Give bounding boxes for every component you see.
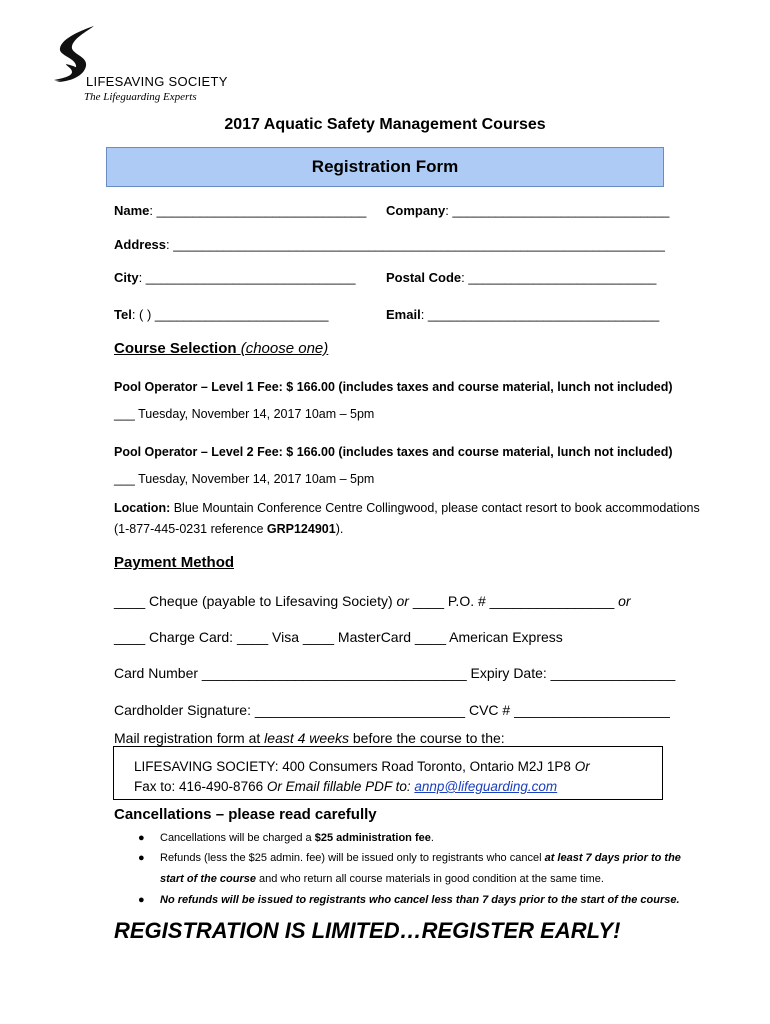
course-selection-heading: Course Selection (choose one) (114, 340, 329, 357)
postal-code-field[interactable]: Postal Code: __________________________ (386, 270, 657, 285)
course-level2-date-checkbox[interactable]: ___ Tuesday, November 14, 2017 10am – 5pm (114, 472, 375, 486)
cancellation-bullet-2: ● Refunds (less the $25 admin. fee) will be issued only to registrants who cancel at least 7 days prior to the (138, 852, 681, 864)
document-title: 2017 Aquatic Safety Management Courses (224, 116, 546, 133)
bullet-icon: ● (138, 832, 145, 844)
cancellation-bullet-1: ● Cancellations will be charged a $25 administration fee. (138, 832, 434, 844)
mailing-address-box (113, 746, 663, 800)
name-field[interactable]: Name: _____________________________ (114, 203, 367, 218)
form-title-banner (106, 147, 664, 187)
cancellation-bullet-3: ● No refunds will be issued to registrants who cancel less than 7 days prior to the start of the course. (138, 894, 680, 906)
form-title: Registration Form (311, 157, 459, 176)
company-field[interactable]: Company: ______________________________ (386, 203, 670, 218)
charge-card-line[interactable]: ____ Charge Card: ____ Visa ____ MasterCard ____ American Express (114, 629, 563, 645)
email-field[interactable]: Email: ________________________________ (386, 307, 660, 322)
registration-limited-banner: REGISTRATION IS LIMITED…REGISTER EARLY! (114, 918, 621, 943)
city-field[interactable]: City: _____________________________ (114, 270, 356, 285)
cancellations-heading: Cancellations – please read carefully (114, 806, 377, 823)
cheque-po-line[interactable]: ____ Cheque (payable to Lifesaving Society) or ____ P.O. # ________________ or (114, 593, 631, 609)
cancellation-bullet-2-cont: start of the course and who return all course materials in good condition at the same time. (160, 873, 604, 885)
mailing-address: LIFESAVING SOCIETY: 400 Consumers Road Toronto, Ontario M2J 1P8 Or (134, 759, 590, 774)
payment-method-heading: Payment Method (114, 554, 235, 571)
bullet-icon: ● (138, 852, 145, 864)
course-level1-date-checkbox[interactable]: ___ Tuesday, November 14, 2017 10am – 5pm (114, 407, 375, 421)
fax-email-line: Fax to: 416-490-8766 Or Email fillable PDF to: annp@lifeguarding.com (134, 779, 558, 794)
email-link[interactable]: annp@lifeguarding.com (414, 779, 558, 794)
location-reference: (1-877-445-0231 reference GRP124901). (114, 522, 344, 536)
signature-line[interactable]: Cardholder Signature: ___________________________ CVC # ____________________ (114, 702, 670, 718)
tel-field[interactable]: Tel: ( ) ________________________ (114, 307, 329, 322)
location-line: Location: Blue Mountain Conference Centre Collingwood, please contact resort to book accommodations (114, 501, 700, 515)
course-level2: Pool Operator – Level 2 Fee: $ 166.00 (includes taxes and course material, lunch not included) (114, 445, 673, 459)
course-level1: Pool Operator – Level 1 Fee: $ 166.00 (includes taxes and course material, lunch not included) (114, 380, 673, 394)
card-number-line[interactable]: Card Number __________________________________ Expiry Date: ________________ (114, 665, 676, 681)
mail-instructions: Mail registration form at least 4 weeks before the course to the: (114, 730, 505, 746)
logo-tagline: The Lifeguarding Experts (84, 91, 197, 103)
bullet-icon: ● (138, 894, 145, 906)
logo-org-name: LIFESAVING SOCIETY (86, 74, 228, 89)
address-field[interactable]: Address: ____________________________________________________________________ (114, 237, 665, 252)
